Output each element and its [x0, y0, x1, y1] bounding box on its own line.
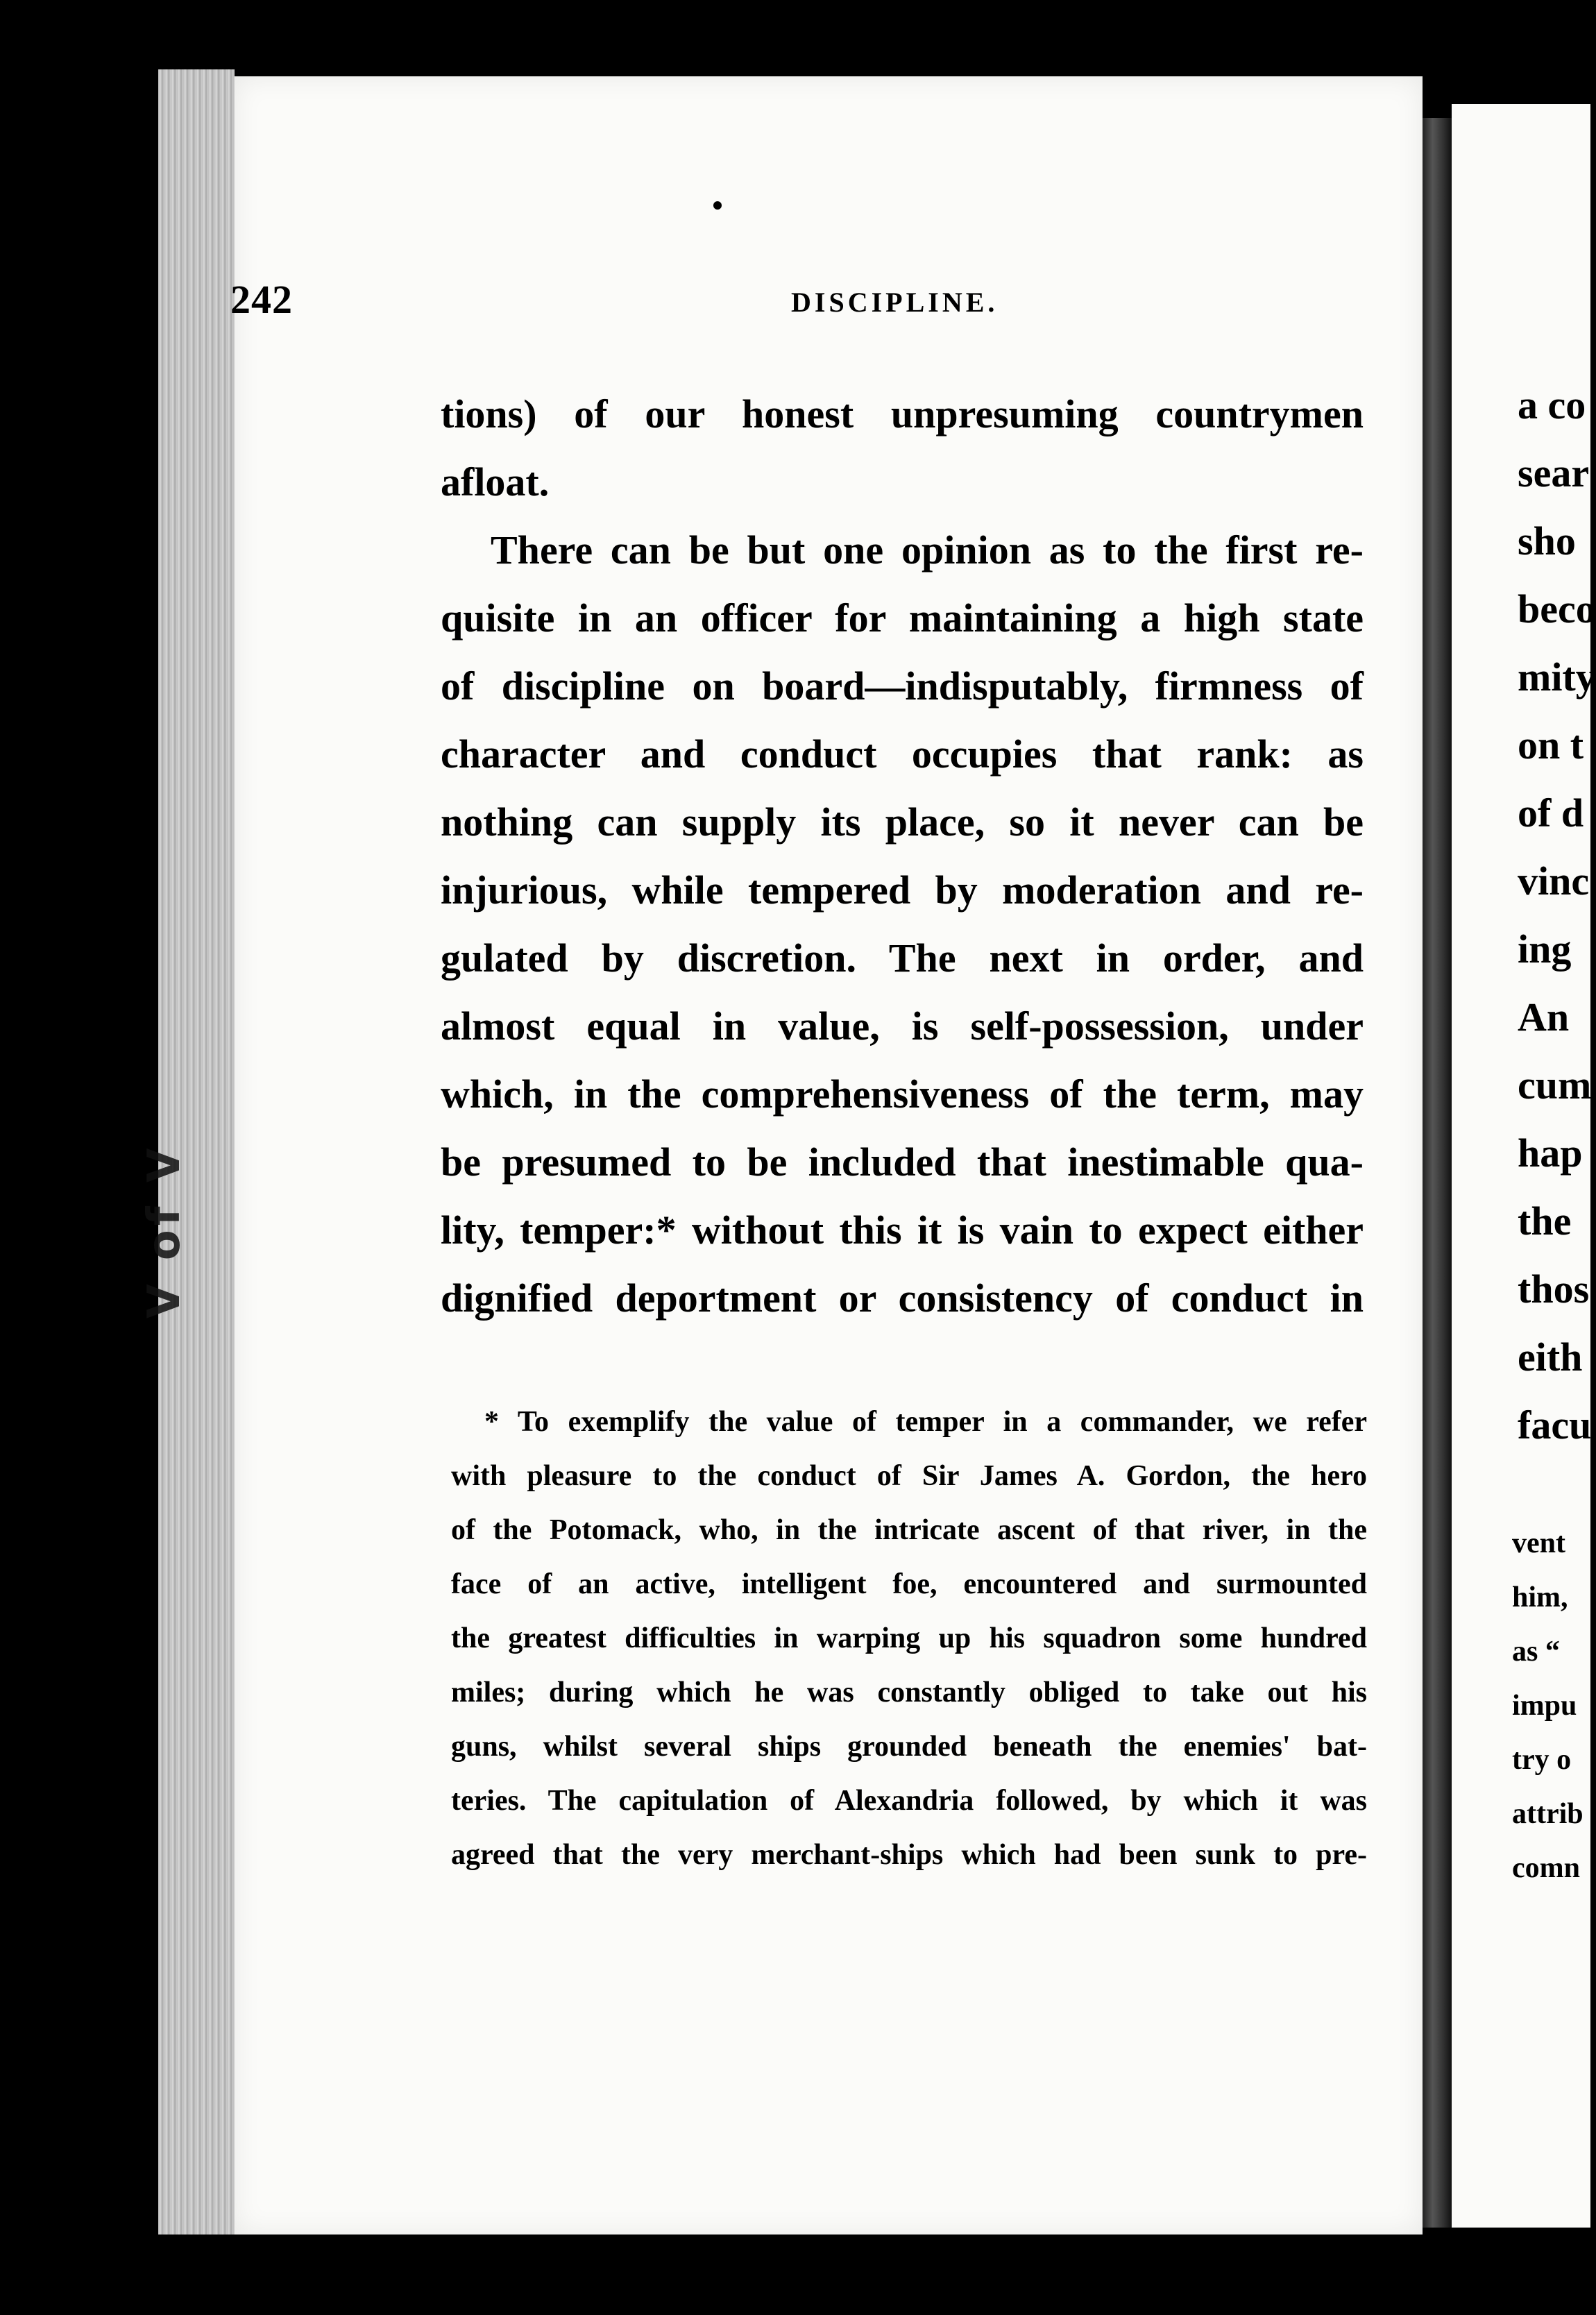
footnote-line: the greatest difficulties in warping up his squadron some hundred: [451, 1622, 1367, 1654]
body-line: be presumed to be included that inestimable qua-: [441, 1139, 1364, 1185]
next-page-footnote-line: as “: [1512, 1636, 1560, 1668]
next-page-line: hap: [1518, 1130, 1583, 1176]
body-line: dignified deportment or consistency of conduct in: [441, 1275, 1364, 1321]
body-line: nothing can supply its place, so it never can be: [441, 799, 1364, 845]
body-line: of discipline on board—indisputably, firmness of: [441, 663, 1364, 709]
right-page-fragment: [1452, 104, 1596, 2228]
footnote-line: of the Potomack, who, in the intricate ascent of that river, in the: [451, 1514, 1367, 1546]
footnote-line: face of an active, intelligent foe, encountered and surmounted: [451, 1568, 1367, 1600]
next-page-line: mity: [1518, 654, 1596, 699]
next-page-line: the: [1518, 1198, 1572, 1244]
next-page-line: sear: [1518, 450, 1590, 495]
next-page-line: eith: [1518, 1334, 1583, 1380]
body-line: tions) of our honest unpresuming countrymen: [441, 391, 1364, 436]
next-page-line: sho: [1518, 518, 1576, 563]
body-line: quisite in an officer for maintaining a high state: [441, 595, 1364, 641]
next-page-line: An: [1518, 994, 1570, 1040]
footnote-line: teries. The capitulation of Alexandria followed, by which it was: [451, 1785, 1367, 1817]
footnote-line: with pleasure to the conduct of Sir James A. Gordon, the hero: [451, 1460, 1367, 1492]
next-page-line: thos: [1518, 1266, 1590, 1312]
next-page-footnote-line: vent: [1512, 1527, 1565, 1559]
next-page-line: cum: [1518, 1062, 1592, 1108]
body-line: which, in the comprehensiveness of the term, may: [441, 1071, 1364, 1117]
next-page-line: of d: [1518, 790, 1584, 836]
body-line: lity, temper:* without this it is vain to expect either: [441, 1207, 1364, 1253]
next-page-footnote-line: him,: [1512, 1582, 1568, 1613]
body-line: afloat.: [441, 459, 550, 504]
footnote: [451, 1395, 1367, 1882]
body-text: [441, 380, 1364, 1332]
running-head: DISCIPLINE.: [791, 287, 999, 318]
next-page-line: ing: [1518, 926, 1572, 972]
body-line: almost equal in value, is self-possession, under: [441, 1003, 1364, 1049]
next-page-footnote-line: attrib: [1512, 1798, 1584, 1830]
next-page-line: facu: [1518, 1402, 1592, 1448]
next-page-footnote-line: comn: [1512, 1852, 1580, 1884]
body-line: gulated by discretion. The next in order, and: [441, 935, 1364, 981]
body-line: There can be but one opinion as to the first re-: [491, 527, 1364, 573]
next-page-line: vinc: [1518, 858, 1590, 904]
body-line: injurious, while tempered by moderation and re-: [441, 867, 1364, 913]
next-page-footnote-line: try o: [1512, 1744, 1572, 1776]
next-page-line: beco: [1518, 586, 1596, 631]
page-number: 242: [230, 277, 293, 322]
footnote-line: agreed that the very merchant-ships which had been sunk to pre-: [451, 1839, 1367, 1871]
ink-speck: [713, 201, 722, 210]
spine-stamp: V of V: [139, 1144, 190, 1318]
body-line: character and conduct occupies that rank: as: [441, 731, 1364, 777]
book-gutter: [1423, 118, 1452, 2228]
footnote-line: guns, whilst several ships grounded beneath the enemies' bat-: [451, 1731, 1367, 1763]
next-page-line: on t: [1518, 722, 1584, 768]
footnote-line: * To exemplify the value of temper in a commander, we refer: [484, 1406, 1367, 1438]
next-page-footnote-line: impu: [1512, 1690, 1577, 1722]
footnote-line: miles; during which he was constantly obliged to take out his: [451, 1677, 1367, 1708]
next-page-line: a co: [1518, 382, 1586, 427]
